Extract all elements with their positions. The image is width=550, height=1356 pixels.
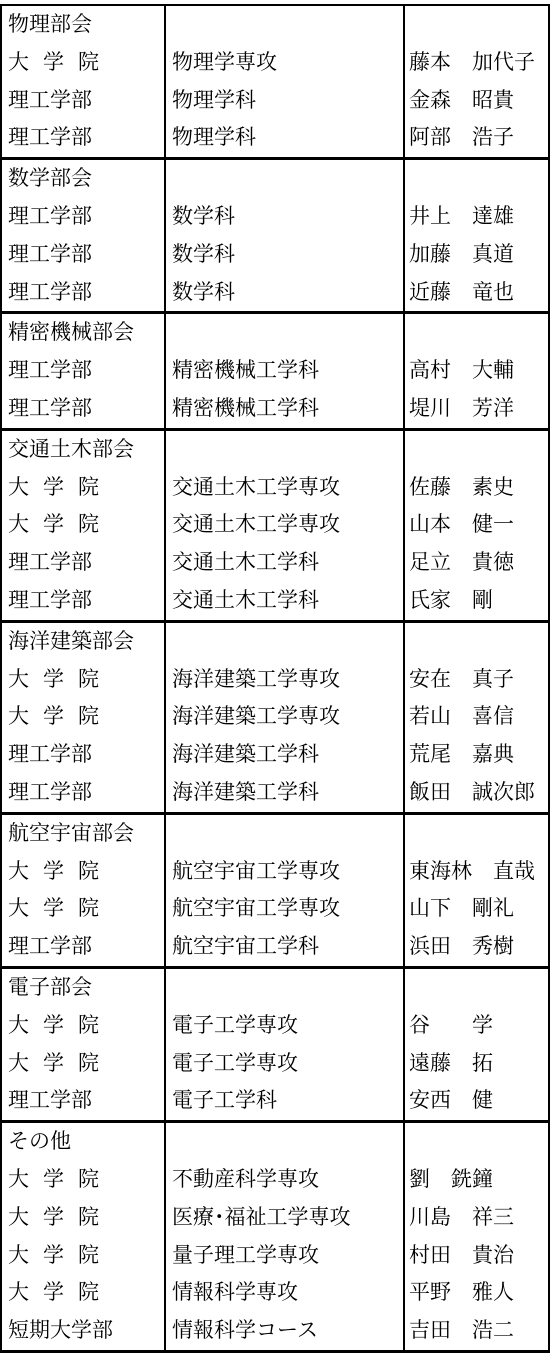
member-name-cell: 若山 喜信: [404, 698, 549, 736]
affiliation-cell: 短期大学部: [1, 1312, 165, 1351]
group-header-row: [1, 1122, 549, 1161]
member-name-cell: 阿部 浩子: [404, 119, 549, 158]
member-row: [1, 582, 549, 621]
member-name-cell: 藤本 加代子: [404, 44, 549, 82]
member-row: [1, 82, 549, 120]
member-name-cell: 足立 貴徳: [404, 544, 549, 582]
affiliation-cell: 大学院: [1, 1161, 165, 1199]
member-name-cell: 川島 祥三: [404, 1199, 549, 1237]
department-cell: 海洋建築工学科: [165, 774, 404, 813]
member-row: [1, 1312, 549, 1351]
department-cell: 情報科学コース: [165, 1312, 404, 1351]
group-header-row: [1, 621, 549, 660]
department-cell: 海洋建築工学専攻: [165, 698, 404, 736]
group-title: その他: [1, 1122, 165, 1161]
department-cell: 医療･福祉工学専攻: [165, 1199, 404, 1237]
empty-cell: [165, 967, 404, 1006]
group-title: 交通土木部会: [1, 429, 165, 468]
member-row: [1, 236, 549, 274]
affiliation-cell: 大学院: [1, 1199, 165, 1237]
affiliation-cell: 大学院: [1, 698, 165, 736]
empty-cell: [165, 621, 404, 660]
affiliation-cell: 理工学部: [1, 774, 165, 813]
group-title: 精密機械部会: [1, 313, 165, 352]
member-name-cell: 氏家 剛: [404, 582, 549, 621]
department-cell: 航空宇宙工学専攻: [165, 853, 404, 891]
affiliation-cell: 理工学部: [1, 544, 165, 582]
empty-cell: [404, 159, 549, 198]
member-row: [1, 44, 549, 82]
department-cell: 数学科: [165, 236, 404, 274]
member-name-cell: 安在 真子: [404, 661, 549, 699]
empty-cell: [404, 1122, 549, 1161]
affiliation-cell: 理工学部: [1, 390, 165, 429]
member-row: [1, 274, 549, 313]
member-row: [1, 1199, 549, 1237]
member-name-cell: 山下 剛礼: [404, 890, 549, 928]
member-row: [1, 774, 549, 813]
affiliation-cell: 理工学部: [1, 198, 165, 236]
affiliation-cell: 大学院: [1, 661, 165, 699]
member-row: [1, 1237, 549, 1275]
department-cell: 電子工学科: [165, 1082, 404, 1121]
department-cell: 量子理工学専攻: [165, 1237, 404, 1275]
member-row: [1, 853, 549, 891]
affiliation-cell: 理工学部: [1, 928, 165, 967]
member-name-cell: 村田 貴治: [404, 1237, 549, 1275]
affiliation-cell: 理工学部: [1, 1082, 165, 1121]
empty-cell: [165, 159, 404, 198]
member-name-cell: 荒尾 嘉典: [404, 736, 549, 774]
empty-cell: [404, 5, 549, 44]
department-cell: 数学科: [165, 198, 404, 236]
member-name-cell: 飯田 誠次郎: [404, 774, 549, 813]
member-row: [1, 198, 549, 236]
member-row: [1, 698, 549, 736]
member-name-cell: 金森 昭貴: [404, 82, 549, 120]
empty-cell: [165, 313, 404, 352]
member-name-cell: 浜田 秀樹: [404, 928, 549, 967]
affiliation-cell: 理工学部: [1, 119, 165, 158]
empty-cell: [165, 813, 404, 852]
member-name-cell: 東海林 直哉: [404, 853, 549, 891]
department-cell: 電子工学専攻: [165, 1007, 404, 1045]
department-cell: 航空宇宙工学専攻: [165, 890, 404, 928]
department-cell: 不動産科学専攻: [165, 1161, 404, 1199]
member-table-body: [1, 5, 549, 1351]
member-name-cell: 高村 大輔: [404, 352, 549, 390]
affiliation-cell: 大学院: [1, 1237, 165, 1275]
affiliation-cell: 理工学部: [1, 736, 165, 774]
department-cell: 物理学専攻: [165, 44, 404, 82]
member-row: [1, 736, 549, 774]
empty-cell: [404, 429, 549, 468]
empty-cell: [165, 429, 404, 468]
affiliation-cell: 理工学部: [1, 582, 165, 621]
member-row: [1, 1082, 549, 1121]
group-title: 航空宇宙部会: [1, 813, 165, 852]
member-table: [0, 4, 550, 1353]
member-row: [1, 928, 549, 967]
department-cell: 交通土木工学専攻: [165, 469, 404, 507]
group-header-row: [1, 967, 549, 1006]
empty-cell: [404, 621, 549, 660]
group-header-row: [1, 313, 549, 352]
member-name-cell: 佐藤 素史: [404, 469, 549, 507]
member-row: [1, 352, 549, 390]
member-name-cell: 劉 銑鐘: [404, 1161, 549, 1199]
group-title: 物理部会: [1, 5, 165, 44]
group-title: 数学部会: [1, 159, 165, 198]
department-cell: 精密機械工学科: [165, 390, 404, 429]
affiliation-cell: 大学院: [1, 1045, 165, 1083]
group-header-row: [1, 813, 549, 852]
member-name-cell: 安西 健: [404, 1082, 549, 1121]
member-name-cell: 加藤 真道: [404, 236, 549, 274]
group-title: 電子部会: [1, 967, 165, 1006]
member-row: [1, 390, 549, 429]
member-name-cell: 堤川 芳洋: [404, 390, 549, 429]
group-title: 海洋建築部会: [1, 621, 165, 660]
member-name-cell: 井上 達雄: [404, 198, 549, 236]
department-cell: 海洋建築工学科: [165, 736, 404, 774]
member-name-cell: 吉田 浩二: [404, 1312, 549, 1351]
affiliation-cell: 大学院: [1, 1007, 165, 1045]
member-row: [1, 1161, 549, 1199]
affiliation-cell: 大学院: [1, 853, 165, 891]
affiliation-cell: 大学院: [1, 469, 165, 507]
member-table-sheet: [0, 4, 548, 1353]
group-header-row: [1, 429, 549, 468]
empty-cell: [165, 5, 404, 44]
group-header-row: [1, 5, 549, 44]
department-cell: 情報科学専攻: [165, 1274, 404, 1312]
affiliation-cell: 理工学部: [1, 274, 165, 313]
member-row: [1, 661, 549, 699]
department-cell: 精密機械工学科: [165, 352, 404, 390]
empty-cell: [404, 313, 549, 352]
affiliation-cell: 理工学部: [1, 236, 165, 274]
member-row: [1, 1007, 549, 1045]
member-name-cell: 平野 雅人: [404, 1274, 549, 1312]
member-row: [1, 506, 549, 544]
empty-cell: [404, 967, 549, 1006]
department-cell: 交通土木工学専攻: [165, 506, 404, 544]
affiliation-cell: 大学院: [1, 1274, 165, 1312]
empty-cell: [404, 813, 549, 852]
affiliation-cell: 大学院: [1, 506, 165, 544]
member-name-cell: 山本 健一: [404, 506, 549, 544]
department-cell: 電子工学専攻: [165, 1045, 404, 1083]
member-row: [1, 1274, 549, 1312]
department-cell: 物理学科: [165, 82, 404, 120]
affiliation-cell: 理工学部: [1, 352, 165, 390]
member-row: [1, 544, 549, 582]
group-header-row: [1, 159, 549, 198]
department-cell: 海洋建築工学専攻: [165, 661, 404, 699]
empty-cell: [165, 1122, 404, 1161]
affiliation-cell: 大学院: [1, 890, 165, 928]
member-row: [1, 469, 549, 507]
member-name-cell: 谷 学: [404, 1007, 549, 1045]
affiliation-cell: 理工学部: [1, 82, 165, 120]
member-name-cell: 近藤 竜也: [404, 274, 549, 313]
member-row: [1, 890, 549, 928]
department-cell: 数学科: [165, 274, 404, 313]
member-row: [1, 119, 549, 158]
department-cell: 物理学科: [165, 119, 404, 158]
department-cell: 航空宇宙工学科: [165, 928, 404, 967]
department-cell: 交通土木工学科: [165, 544, 404, 582]
member-row: [1, 1045, 549, 1083]
affiliation-cell: 大学院: [1, 44, 165, 82]
member-name-cell: 遠藤 拓: [404, 1045, 549, 1083]
department-cell: 交通土木工学科: [165, 582, 404, 621]
